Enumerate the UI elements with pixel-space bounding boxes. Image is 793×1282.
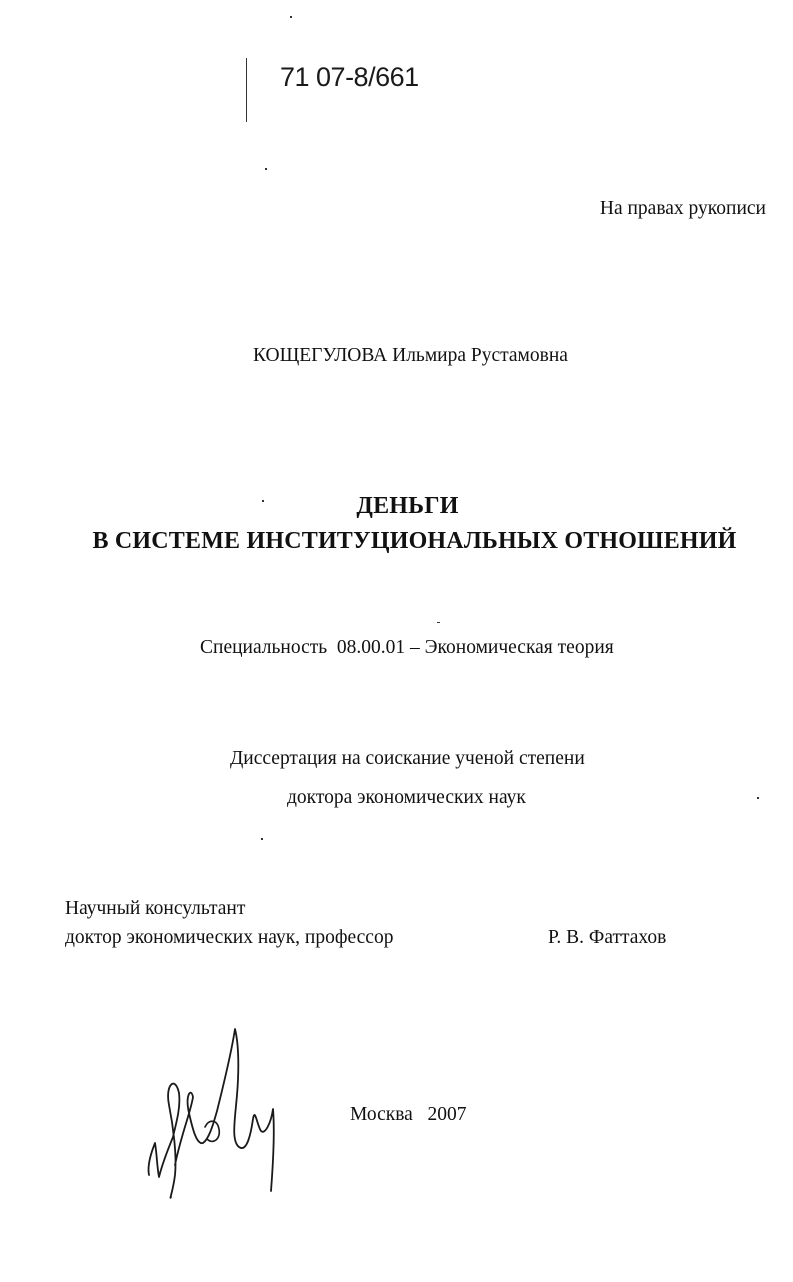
consultant-title: доктор экономических наук, профессор [65, 927, 394, 948]
rights-note: На правах рукописи [599, 198, 766, 219]
margin-mark [246, 58, 247, 122]
scan-dot [265, 168, 267, 170]
scan-dot [290, 16, 292, 18]
specialty: Специальность 08.00.01 – Экономическая теория [200, 637, 614, 658]
scan-dot [757, 797, 759, 799]
scan-dot [261, 838, 263, 840]
consultant-label: Научный консультант [65, 898, 246, 919]
city-year: Москва 2007 [350, 1104, 467, 1125]
degree-line-2: доктора экономических наук [287, 787, 526, 808]
degree-line-1: Диссертация на соискание ученой степени [230, 748, 585, 769]
scan-dot [437, 622, 440, 623]
signature-stroke [148, 1029, 273, 1198]
title-line-1: ДЕНЬГИ [356, 493, 459, 519]
author-name: КОЩЕГУЛОВА Ильмира Рустамовна [253, 345, 568, 366]
call-number-stamp: 71 07-8/661 [280, 62, 419, 92]
consultant-name: Р. В. Фаттахов [548, 927, 667, 948]
title-line-2: В СИСТЕМЕ ИНСТИТУЦИОНАЛЬНЫХ ОТНОШЕНИЙ [92, 528, 737, 554]
handwritten-signature-icon [135, 1015, 285, 1205]
